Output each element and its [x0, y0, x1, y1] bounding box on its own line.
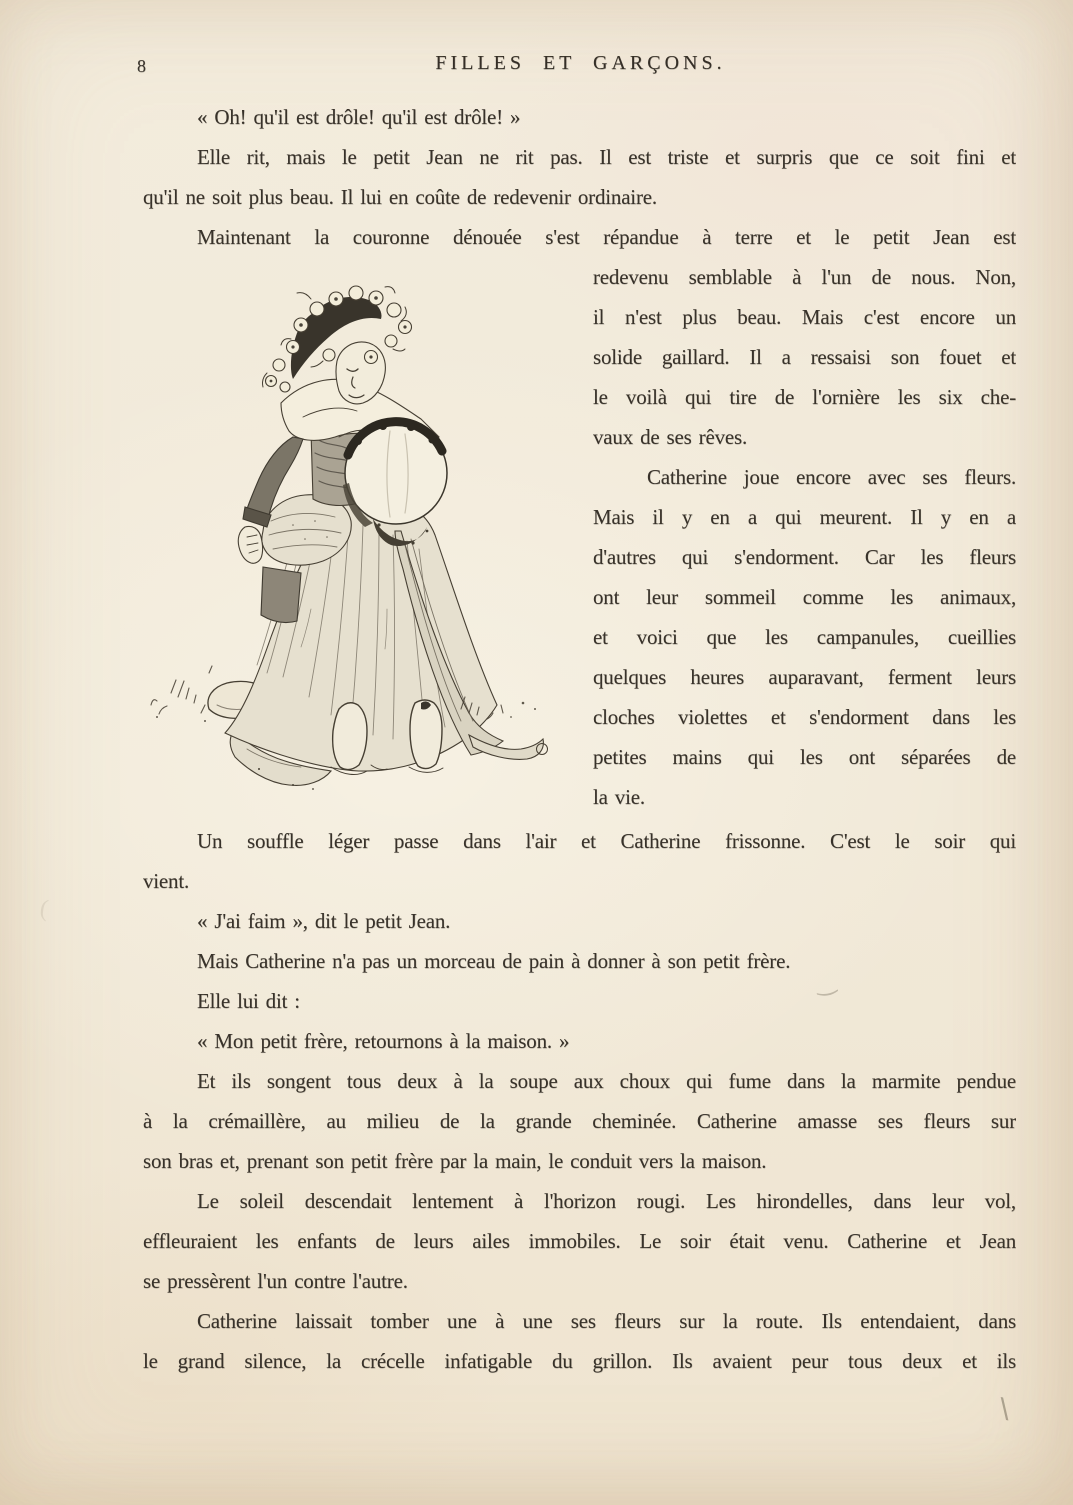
- text-line: se pressèrent l'un contre l'autre.: [143, 1269, 408, 1293]
- ink-smudge-mark: ‿: [813, 968, 838, 998]
- text-line: et voici que les campanules, cueillies: [593, 625, 1016, 649]
- grass-left: [151, 666, 212, 722]
- text-line: solide gaillard. Il a ressaisi son fouet et: [593, 345, 1016, 369]
- text-line: Elle rit, mais le petit Jean ne rit pas. Il est triste et surpris que ce soit fini et: [197, 145, 1016, 169]
- clog-right: [410, 700, 442, 769]
- text-line: Maintenant la couronne dénouée s'est répandue à terre et le petit Jean est: [197, 225, 1016, 249]
- text-line: vaux de ses rêves.: [593, 425, 748, 449]
- paper-flaw-mark: (: [38, 895, 50, 923]
- text-line: qu'il ne soit plus beau. Il lui en coûte de redevenir ordinaire.: [143, 185, 657, 209]
- text-line: Catherine joue encore avec ses fleurs.: [647, 465, 1016, 489]
- text-line: il n'est plus beau. Mais c'est encore un: [593, 305, 1016, 329]
- text-line: son bras et, prenant son petit frère par la main, le conduit vers la maison.: [143, 1149, 767, 1173]
- text-line: Le soleil descendait lentement à l'horizon rougi. Les hirondelles, dans leur vol,: [197, 1189, 1016, 1213]
- body-text: [143, 97, 1016, 1381]
- text-line: Et ils songent tous deux à la soupe aux choux qui fume dans la marmite pendue: [197, 1069, 1016, 1093]
- text-line: le voilà qui tire de l'ornière les six che-: [593, 385, 1016, 409]
- paper-speck-mark: \: [994, 1392, 1016, 1426]
- text-line: ont leur sommeil comme les animaux,: [593, 585, 1016, 609]
- running-title: FILLES ET GARÇONS.: [435, 52, 726, 74]
- text-line: « Mon petit frère, retournons à la maison. »: [197, 1029, 570, 1053]
- clog-left: [333, 703, 367, 770]
- text-line: Catherine laissait tomber une à une ses fleurs sur la route. Ils entendaient, dans: [197, 1309, 1016, 1333]
- text-line: à la crémaillère, au milieu de la grande cheminée. Catherine amasse ses fleurs sur: [143, 1109, 1016, 1133]
- text-line: « J'ai faim », dit le petit Jean.: [197, 909, 451, 933]
- text-line: « Oh! qu'il est drôle! qu'il est drôle! »: [197, 105, 521, 129]
- text-line: d'autres qui s'endorment. Car les fleurs: [593, 545, 1016, 569]
- text-line: vient.: [143, 869, 190, 893]
- text-line: la vie.: [593, 785, 645, 809]
- text-line: Elle lui dit :: [197, 989, 300, 1013]
- illustration-catherine: [143, 269, 567, 821]
- text-line: cloches violettes et s'endorment dans les: [593, 705, 1016, 729]
- page-number: 8: [137, 56, 147, 76]
- hand: [238, 526, 262, 563]
- text-line: Mais il y en a qui meurent. Il y en a: [593, 505, 1016, 529]
- text-line: petites mains qui les ont séparées de: [593, 745, 1016, 769]
- text-line: Un souffle léger passe dans l'air et Catherine frissonne. C'est le soir qui: [197, 829, 1016, 853]
- text-line: le grand silence, la crécelle infatigable du grillon. Ils avaient peur tous deux et ils: [143, 1349, 1016, 1373]
- text-line: effleuraient les enfants de leurs ailes immobiles. Le soir était venu. Catherine et Jean: [143, 1229, 1016, 1253]
- text-line: redevenu semblable à l'un de nous. Non,: [593, 265, 1016, 289]
- pouch: [261, 567, 301, 623]
- text-line: quelques heures auparavant, ferment leurs: [593, 665, 1016, 689]
- text-line: Mais Catherine n'a pas un morceau de pain à donner à son petit frère.: [197, 949, 791, 973]
